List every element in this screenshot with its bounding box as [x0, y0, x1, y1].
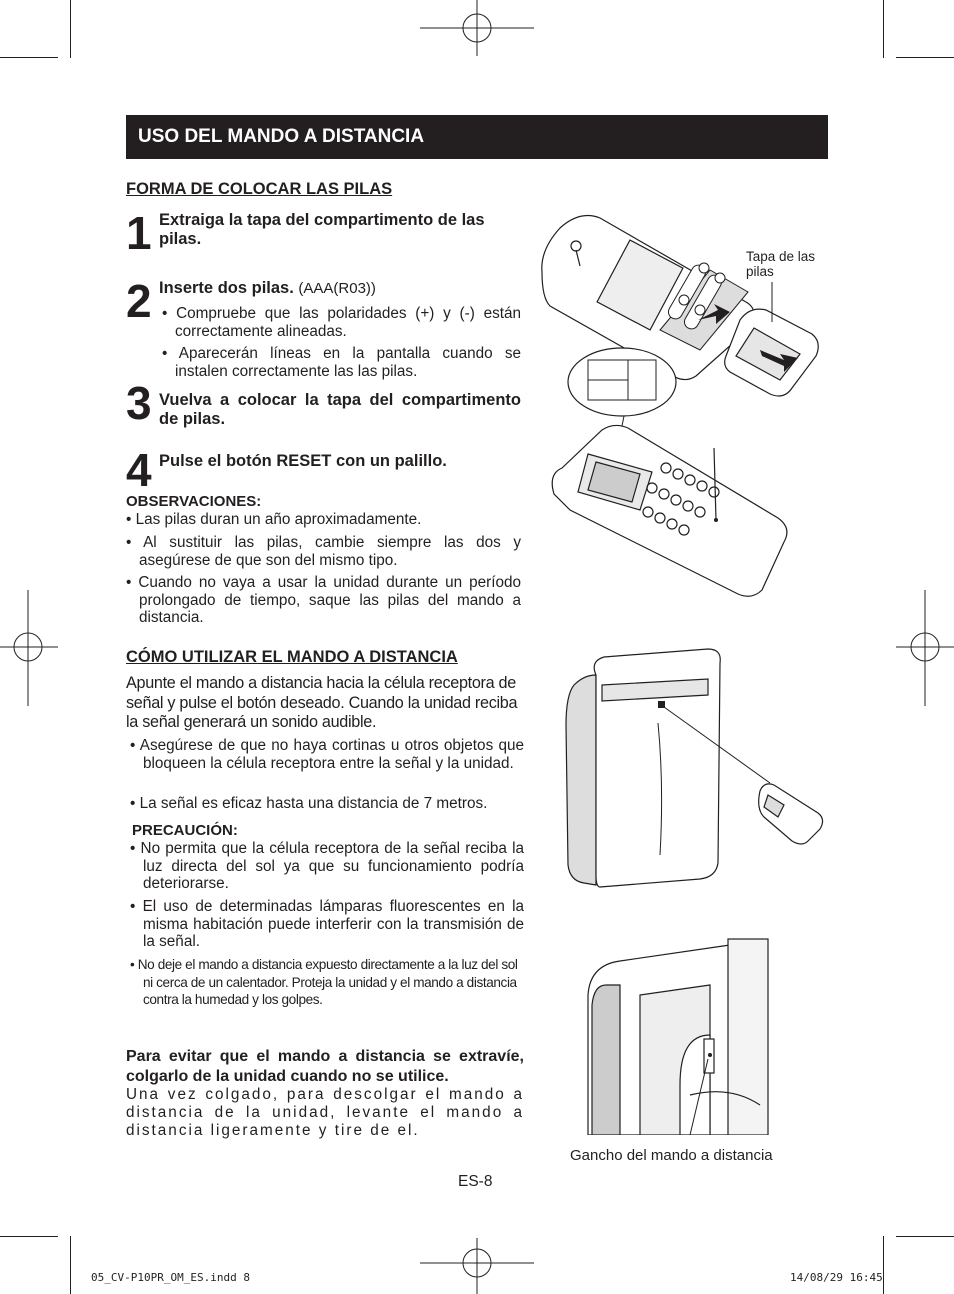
- footer-timestamp: 14/08/29 16:45: [790, 1271, 883, 1284]
- registration-mark-left: [0, 590, 58, 706]
- footer-filename: 05_CV-P10PR_OM_ES.indd 8: [91, 1271, 250, 1284]
- observations-title: OBSERVACIONES:: [126, 493, 262, 510]
- page-number: ES-8: [458, 1173, 493, 1190]
- step-2-bullet: • Compruebe que las polaridades (+) y (-) están correctamente alineadas.: [162, 305, 521, 340]
- registration-mark-top: [420, 0, 534, 60]
- usage-section-title: CÓMO UTILIZAR EL MANDO A DISTANCIA: [126, 648, 458, 666]
- usage-bullet: • Asegúrese de que no haya cortinas u otros objetos que bloqueen la célula receptora entre la señal y la unidad.: [130, 737, 525, 772]
- step-1-text: Extraiga la tapa del compartimento de las pilas.: [159, 211, 485, 248]
- caution-item: • El uso de determinadas lámparas fluorescentes en la misma habitación puede interferir con la transmisión de la señal.: [130, 898, 525, 950]
- unit-remote-signal-illustration: [560, 645, 830, 895]
- caution-item: • No permita que la célula receptora de la señal reciba la luz directa del sol ya que su funcionamiento podría deteriorarse.: [130, 840, 525, 892]
- hook-label: Gancho del mando a distancia: [570, 1147, 773, 1164]
- section-header: [126, 115, 828, 159]
- observation-item: • Cuando no vaya a usar la unidad durante un período prolongado de tiempo, saque las pilas del mando a distancia.: [126, 574, 521, 626]
- battery-cover-label: Tapa de las pilas: [746, 249, 816, 279]
- hang-text: Una vez colgado, para descolgar el mando a distancia de la unidad, levante el mando a distancia ligeramente y tire de el.: [126, 1086, 524, 1139]
- step-number: 3: [126, 377, 151, 429]
- hang-title: Para evitar que el mando a distancia se extravíe, colgarlo de la unidad cuando no se utilice.: [126, 1048, 524, 1085]
- step-2-text: Inserte dos pilas. (AAA(R03)): [159, 279, 376, 297]
- caution-item: • No deje el mando a distancia expuesto directamente a la luz del sol ni cerca de un calentador. Proteja la unidad y el mando a distancia contra la humedad y los golpes.: [130, 957, 518, 1007]
- step-number: 1: [126, 207, 151, 259]
- remote-hook-illustration: [580, 935, 780, 1135]
- battery-section-title: FORMA DE COLOCAR LAS PILAS: [126, 180, 393, 198]
- observation-item: • Al sustituir las pilas, cambie siempre las dos y asegúrese de que son del mismo tipo.: [126, 534, 521, 569]
- caution-title: PRECAUCIÓN:: [132, 822, 238, 839]
- step-4-text: Pulse el botón RESET con un palillo.: [159, 452, 447, 470]
- step-number: 4: [126, 444, 151, 496]
- observation-item: • Las pilas duran un año aproximadamente.: [126, 511, 422, 528]
- usage-intro: Apunte el mando a distancia hacia la célula receptora de señal y pulse el botón deseado. Cuando la unidad reciba la señal generará un sonido audible.: [126, 674, 518, 731]
- step-2-bullet: • Aparecerán líneas en la pantalla cuando se instalen correctamente las las pilas.: [162, 345, 522, 380]
- registration-mark-right: [896, 590, 954, 706]
- step-number: 2: [126, 275, 151, 327]
- registration-mark-bottom: [420, 1234, 534, 1294]
- step-3-text: Vuelva a colocar la tapa del compartimento de pilas.: [159, 391, 521, 428]
- page-title: USO DEL MANDO A DISTANCIA: [138, 126, 425, 147]
- usage-bullet: • La señal es eficaz hasta una distancia de 7 metros.: [130, 795, 488, 812]
